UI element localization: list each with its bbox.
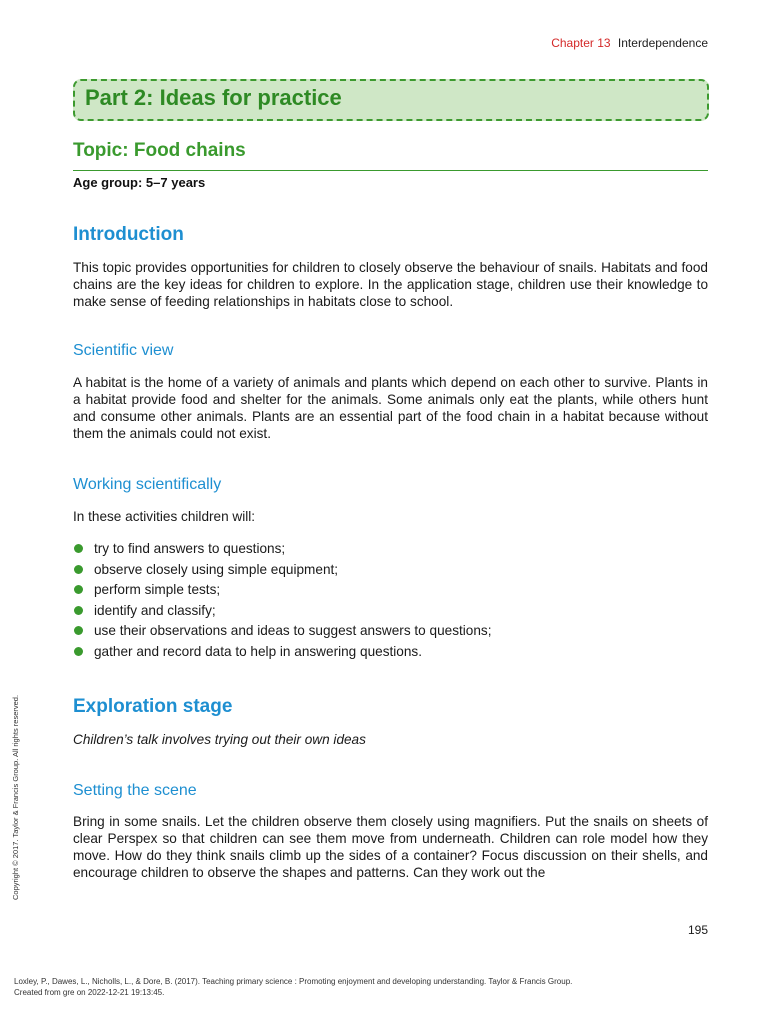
bullet-icon	[74, 606, 83, 615]
setting-scene-heading: Setting the scene	[73, 782, 197, 799]
bullet-icon	[74, 626, 83, 635]
bullet-icon	[74, 565, 83, 574]
working-scientifically-heading: Working scientifically	[73, 476, 222, 493]
side-copyright: Copyright © 2017. Taylor & Francis Group. All rights reserved.	[11, 694, 20, 900]
scientific-view-heading: Scientific view	[73, 342, 174, 359]
running-header	[551, 36, 708, 50]
citation-line: Loxley, P., Dawes, L., Nicholls, L., & Dore, B. (2017). Teaching primary science : Promoting enjoyment and developing understanding. Taylor & Francis Group.	[14, 977, 573, 986]
part-title: Part 2: Ideas for practice	[85, 85, 342, 110]
scientific-view-text: A habitat is the home of a variety of animals and plants which depend on each other to survive. Plants in a habitat provide food and shelter for the animals. Some animals only eat the plants, while others hunt and consume other animals. Plants are an essential part of the food chain in a habitat because without them the animals could not exist.	[73, 375, 708, 441]
exploration-subtitle: Children’s talk involves trying out their own ideas	[73, 732, 366, 747]
exploration-heading: Exploration stage	[73, 696, 233, 717]
list-item: observe closely using simple equipment;	[73, 561, 708, 582]
citation-footer	[14, 976, 572, 998]
list-item: use their observations and ideas to suggest answers to questions;	[73, 622, 708, 643]
topic-divider	[73, 170, 708, 171]
activities-list	[73, 540, 708, 663]
list-item: identify and classify;	[73, 602, 708, 623]
working-scientifically-intro: In these activities children will:	[73, 509, 256, 524]
age-group: Age group: 5–7 years	[73, 175, 206, 190]
chapter-label: Chapter 13	[551, 36, 611, 50]
setting-scene-text: Bring in some snails. Let the children observe them closely using magnifiers. Put the snails on sheets of clear Perspex so that children can see them move from underneath. Children can role model how they move. How do they think snails climb up the sides of a container? Focus discussion on their shells, and encourage children to observe the shapes and patterns. Can they work out the	[73, 814, 708, 880]
page-number: 195	[687, 923, 708, 937]
created-line: Created from gre on 2022-12-21 19:13:45.	[14, 988, 165, 997]
list-item: gather and record data to help in answering questions.	[73, 643, 708, 664]
list-item: try to find answers to questions;	[73, 540, 708, 561]
introduction-text: This topic provides opportunities for children to closely observe the behaviour of snails. Habitats and food chains are the key ideas for children to explore. In the application stage, children use their knowledge to make sense of feeding relationships in habitats close to school.	[73, 260, 708, 309]
part-banner	[73, 79, 709, 121]
bullet-icon	[74, 647, 83, 656]
bullet-icon	[74, 544, 83, 553]
list-item: perform simple tests;	[73, 581, 708, 602]
introduction-heading: Introduction	[73, 224, 184, 245]
topic-heading: Topic: Food chains	[73, 140, 246, 161]
bullet-icon	[74, 585, 83, 594]
chapter-title: Interdependence	[617, 36, 708, 50]
